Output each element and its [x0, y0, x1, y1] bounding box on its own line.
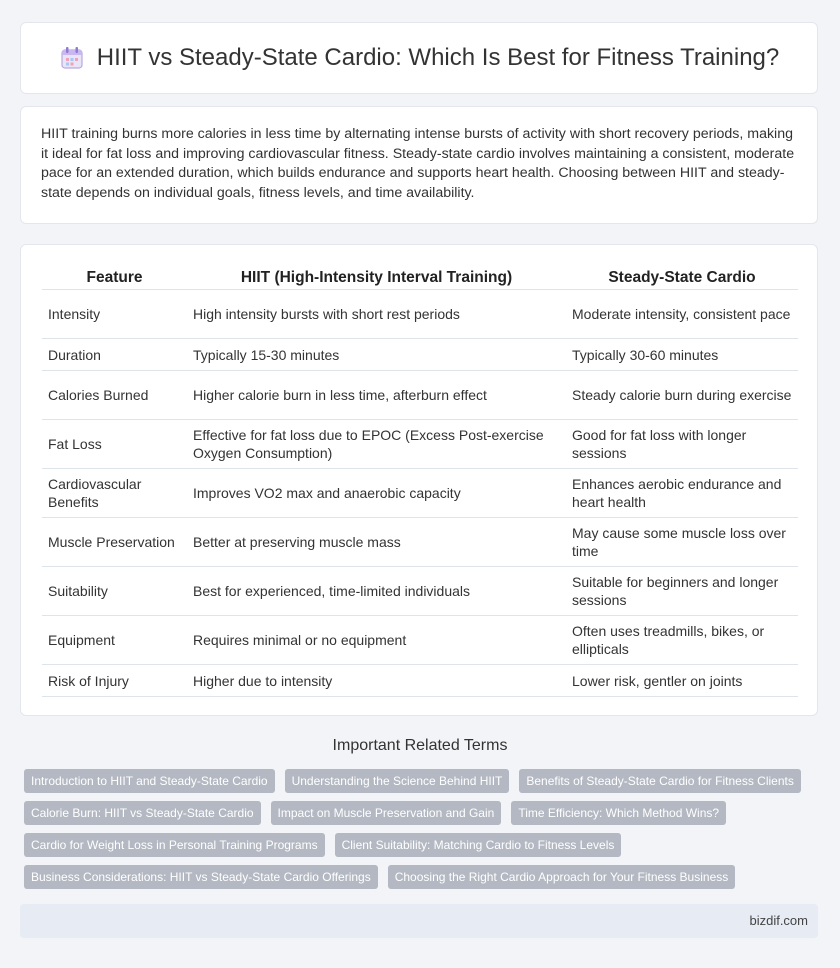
- related-term-tag[interactable]: Cardio for Weight Loss in Personal Training Programs: [24, 833, 325, 857]
- feature-cell: Calories Burned: [42, 371, 187, 420]
- steady-cell: Suitable for beginners and longer sessions: [566, 567, 798, 616]
- related-term-tag[interactable]: Business Considerations: HIIT vs Steady-State Cardio Offerings: [24, 865, 378, 889]
- table-row: [42, 339, 798, 371]
- related-term-tag[interactable]: Calorie Burn: HIIT vs Steady-State Cardio: [24, 801, 261, 825]
- page-header: [20, 22, 818, 94]
- intro-section: [20, 106, 818, 224]
- related-terms-list: [24, 769, 824, 897]
- hiit-cell: Effective for fat loss due to EPOC (Excess Post-exercise Oxygen Consumption): [187, 420, 566, 469]
- table-row: [42, 518, 798, 567]
- feature-cell: Duration: [42, 339, 187, 371]
- steady-cell: Lower risk, gentler on joints: [566, 665, 798, 697]
- hiit-cell: Best for experienced, time-limited individuals: [187, 567, 566, 616]
- feature-cell: Risk of Injury: [42, 665, 187, 697]
- feature-cell: Equipment: [42, 616, 187, 665]
- related-term-tag[interactable]: Choosing the Right Cardio Approach for Your Fitness Business: [388, 865, 736, 889]
- related-term-tag[interactable]: Time Efficiency: Which Method Wins?: [511, 801, 726, 825]
- feature-cell: Suitability: [42, 567, 187, 616]
- table-row: [42, 371, 798, 420]
- steady-cell: May cause some muscle loss over time: [566, 518, 798, 567]
- hiit-cell: Improves VO2 max and anaerobic capacity: [187, 469, 566, 518]
- page-title: HIIT vs Steady-State Cardio: Which Is Best for Fitness Training?: [96, 44, 780, 71]
- feature-cell: Muscle Preservation: [42, 518, 187, 567]
- header-feature: Feature: [42, 261, 187, 290]
- steady-cell: Steady calorie burn during exercise: [566, 371, 798, 420]
- intro-text: HIIT training burns more calories in less time by alternating intense bursts of activity with short recovery periods, making it ideal for fat loss and improving cardiovascular fitness. Steady-state cardio involves maintaining a consistent, moderate pace for an extended duration, which builds endurance and supports heart health. Choosing between HIIT and steady-state depends on individual goals, fitness levels, and time availability.: [41, 126, 795, 201]
- footer: [20, 904, 818, 938]
- hiit-cell: High intensity bursts with short rest periods: [187, 290, 566, 339]
- related-term-tag[interactable]: Client Suitability: Matching Cardio to Fitness Levels: [335, 833, 622, 857]
- steady-cell: Enhances aerobic endurance and heart health: [566, 469, 798, 518]
- feature-cell: Fat Loss: [42, 420, 187, 469]
- header-steady-state: Steady-State Cardio: [566, 261, 798, 290]
- table-row: [42, 290, 798, 339]
- table-row: [42, 616, 798, 665]
- steady-cell: Often uses treadmills, bikes, or ellipticals: [566, 616, 798, 665]
- related-term-tag[interactable]: Impact on Muscle Preservation and Gain: [271, 801, 502, 825]
- feature-cell: Intensity: [42, 290, 187, 339]
- table-row: [42, 420, 798, 469]
- hiit-cell: Typically 15-30 minutes: [187, 339, 566, 371]
- table-row: [42, 665, 798, 697]
- hiit-cell: Higher due to intensity: [187, 665, 566, 697]
- steady-cell: Good for fat loss with longer sessions: [566, 420, 798, 469]
- table-header-row: [42, 261, 798, 290]
- table-row: [42, 567, 798, 616]
- feature-cell: Cardiovascular Benefits: [42, 469, 187, 518]
- comparison-table-card: [20, 244, 818, 716]
- related-term-tag[interactable]: Benefits of Steady-State Cardio for Fitness Clients: [519, 769, 800, 793]
- hiit-cell: Better at preserving muscle mass: [187, 518, 566, 567]
- steady-cell: Moderate intensity, consistent pace: [566, 290, 798, 339]
- hiit-cell: Higher calorie burn in less time, afterburn effect: [187, 371, 566, 420]
- table-row: [42, 469, 798, 518]
- related-term-tag[interactable]: Introduction to HIIT and Steady-State Cardio: [24, 769, 275, 793]
- comparison-table: [42, 261, 798, 697]
- related-terms-title: Important Related Terms: [332, 737, 508, 754]
- hiit-cell: Requires minimal or no equipment: [187, 616, 566, 665]
- header-hiit: HIIT (High-Intensity Interval Training): [187, 261, 566, 290]
- calendar-icon: [59, 45, 85, 71]
- related-term-tag[interactable]: Understanding the Science Behind HIIT: [285, 769, 510, 793]
- steady-cell: Typically 30-60 minutes: [566, 339, 798, 371]
- site-link[interactable]: bizdif.com: [749, 913, 808, 928]
